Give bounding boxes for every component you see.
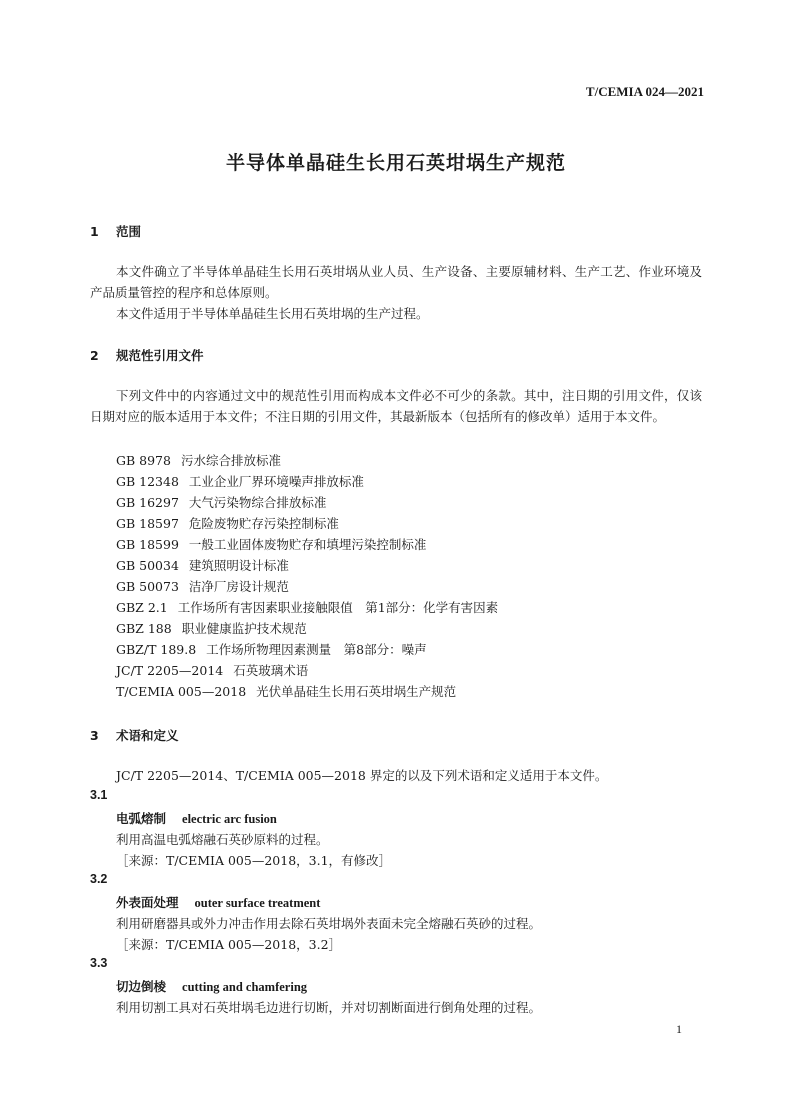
- reference-name: 一般工业固体废物贮存和填埋污染控制标准: [188, 537, 427, 552]
- reference-code: GBZ 188: [116, 621, 172, 636]
- term-zh: 外表面处理: [116, 895, 179, 910]
- paragraph: JC/T 2205—2014、T/CEMIA 005—2018 界定的以及下列术语和定义适用于本文件。: [116, 768, 608, 783]
- reference-name: 洁净厂房设计规范: [188, 579, 289, 594]
- paragraph: 本文件适用于半导体单晶硅生长用石英坩埚的生产过程。: [116, 306, 429, 321]
- reference-name: 危险废物贮存污染控制标准: [188, 516, 339, 531]
- term-en: electric arc fusion: [182, 812, 277, 826]
- reference-name: 工作场所物理因素测量 第8部分：噪声: [206, 642, 427, 657]
- reference-item: [116, 451, 281, 469]
- reference-code: GBZ/T 189.8: [116, 642, 197, 657]
- reference-item: [116, 556, 289, 574]
- reference-name: 工业企业厂界环境噪声排放标准: [188, 474, 364, 489]
- term-number: 3.3: [90, 956, 108, 970]
- reference-name: 职业健康监护技术规范: [181, 621, 307, 636]
- term-number: 3.1: [90, 788, 108, 802]
- reference-item: [116, 577, 289, 595]
- section-2-heading: [90, 346, 204, 364]
- page-number: 1: [676, 1022, 682, 1036]
- reference-item: [116, 493, 326, 511]
- section-title: 范围: [116, 224, 142, 239]
- paragraph: 下列文件中的内容通过文中的规范性引用而构成本文件必不可少的条款。其中，注日期的引用文件，仅该日期对应的版本适用于本文件；不注日期的引用文件，其最新版本（包括所有的修改单）适用于本文件。: [90, 388, 702, 424]
- reference-name: 污水综合排放标准: [180, 453, 281, 468]
- section-number: 3: [90, 728, 99, 743]
- reference-code: GB 12348: [116, 474, 179, 489]
- document-title: 半导体单晶硅生长用石英坩埚生产规范: [225, 152, 566, 174]
- term-source: ［来源：T/CEMIA 005—2018，3.2］: [116, 937, 342, 952]
- term-en: outer surface treatment: [194, 896, 321, 910]
- paragraph: 本文件确立了半导体单晶硅生长用石英坩埚从业人员、生产设备、主要原辅材料、生产工艺、作业环境及产品质量管控的程序和总体原则。: [90, 264, 702, 300]
- reference-name: 工作场所有害因素职业接触限值 第1部分：化学有害因素: [177, 600, 499, 615]
- reference-name: 石英玻璃术语: [233, 663, 309, 678]
- section-number: 2: [90, 348, 99, 363]
- reference-item: [116, 682, 456, 700]
- reference-code: GB 8978: [116, 453, 171, 468]
- term-zh: 切边倒棱: [116, 979, 167, 994]
- reference-name: 光伏单晶硅生长用石英坩埚生产规范: [256, 684, 457, 699]
- reference-name: 建筑照明设计标准: [188, 558, 289, 573]
- reference-item: [116, 514, 339, 532]
- section-number: 1: [90, 224, 99, 239]
- reference-code: JC/T 2205—2014: [116, 663, 224, 678]
- reference-code: T/CEMIA 005—2018: [116, 684, 247, 699]
- term-number: 3.2: [90, 872, 108, 886]
- section-title: 术语和定义: [116, 728, 179, 743]
- reference-item: [116, 472, 364, 490]
- reference-item: [116, 661, 308, 679]
- section-title: 规范性引用文件: [116, 348, 204, 363]
- term-title: [116, 977, 307, 995]
- reference-item: [116, 619, 307, 637]
- reference-item: [116, 535, 426, 553]
- reference-code: GB 16297: [116, 495, 179, 510]
- reference-code: GBZ 2.1: [116, 600, 168, 615]
- section-3-heading: [90, 726, 179, 744]
- term-source: ［来源：T/CEMIA 005—2018，3.1，有修改］: [116, 853, 392, 868]
- reference-item: [116, 598, 498, 616]
- term-definition: 利用研磨器具或外力冲击作用去除石英坩埚外表面未完全熔融石英砂的过程。: [116, 916, 542, 931]
- term-zh: 电弧熔制: [116, 811, 167, 826]
- term-en: cutting and chamfering: [182, 980, 308, 994]
- reference-code: GB 50073: [116, 579, 179, 594]
- reference-item: [116, 640, 427, 658]
- reference-code: GB 18597: [116, 516, 179, 531]
- section-1-heading: [90, 222, 141, 240]
- reference-name: 大气污染物综合排放标准: [188, 495, 327, 510]
- document-id: T/CEMIA 024—2021: [585, 84, 704, 99]
- term-definition: 利用高温电弧熔融石英砂原料的过程。: [116, 832, 329, 847]
- term-title: [116, 893, 320, 911]
- reference-code: GB 18599: [116, 537, 179, 552]
- term-title: [116, 809, 277, 827]
- reference-code: GB 50034: [116, 558, 179, 573]
- term-definition: 利用切割工具对石英坩埚毛边进行切断，并对切割断面进行倒角处理的过程。: [116, 1000, 542, 1015]
